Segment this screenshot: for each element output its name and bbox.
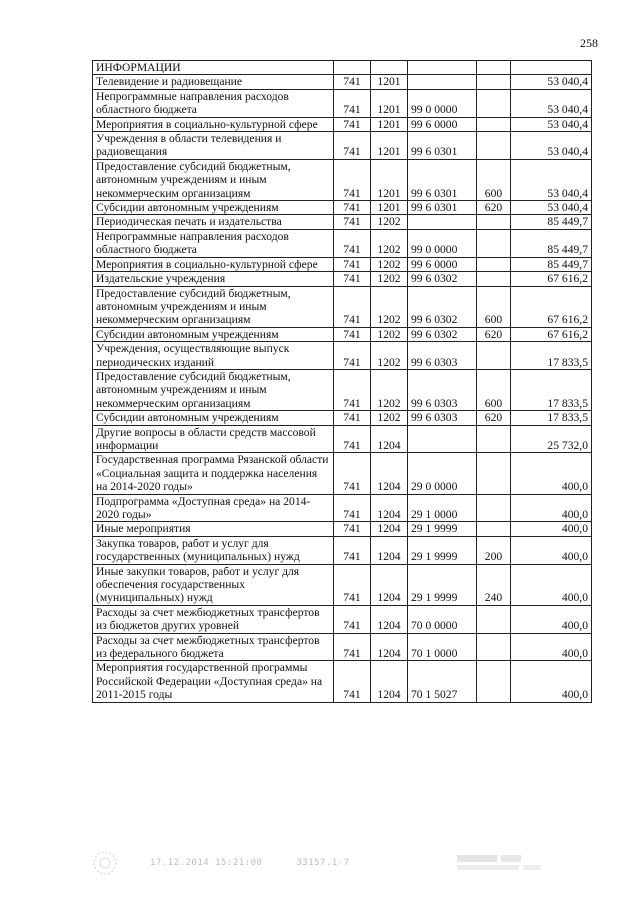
row-target-code: 99 6 0000: [408, 117, 477, 131]
row-target-code: 99 6 0303: [408, 411, 477, 425]
table-row: [93, 494, 592, 522]
row-name: Субсидии автономным учреждениям: [93, 201, 334, 215]
row-ved-code: 741: [334, 522, 371, 536]
row-expense-type: 200: [477, 536, 511, 564]
table-row: [93, 257, 592, 271]
row-section-code: 1204: [371, 494, 408, 522]
row-section-code: 1204: [371, 661, 408, 702]
row-amount: 400,0: [511, 661, 592, 702]
row-amount: 85 449,7: [511, 257, 592, 271]
table-row: [93, 661, 592, 702]
row-amount: 85 449,7: [511, 215, 592, 229]
row-section-code: 1204: [371, 605, 408, 633]
row-section-code: 1204: [371, 564, 408, 605]
row-amount: 17 833,5: [511, 342, 592, 370]
row-expense-type: 600: [477, 369, 511, 410]
table-row: [93, 89, 592, 117]
seal-icon: [92, 850, 118, 876]
row-name: Телевидение и радиовещание: [93, 75, 334, 89]
row-expense-type: [477, 117, 511, 131]
row-target-code: [408, 75, 477, 89]
row-section-code: 1201: [371, 75, 408, 89]
table-row: [93, 327, 592, 341]
row-expense-type: [477, 661, 511, 702]
table-row: [93, 633, 592, 661]
row-target-code: [408, 61, 477, 75]
row-expense-type: 620: [477, 327, 511, 341]
row-target-code: 70 1 0000: [408, 633, 477, 661]
footer: [150, 858, 378, 868]
row-section-code: 1201: [371, 89, 408, 117]
row-ved-code: 741: [334, 257, 371, 271]
row-target-code: [408, 215, 477, 229]
row-name: Предоставление субсидий бюджетным, автономным учреждениям и иным некоммерческим организациям: [93, 286, 334, 327]
row-target-code: 99 6 0301: [408, 159, 477, 200]
row-ved-code: 741: [334, 117, 371, 131]
budget-table: [92, 60, 592, 703]
row-expense-type: [477, 215, 511, 229]
row-ved-code: 741: [334, 272, 371, 286]
row-name: Непрограммные направления расходов областного бюджета: [93, 89, 334, 117]
table-row: [93, 369, 592, 410]
row-ved-code: 741: [334, 661, 371, 702]
row-target-code: 29 1 9999: [408, 564, 477, 605]
row-target-code: 70 1 5027: [408, 661, 477, 702]
row-name: Подпрограмма «Доступная среда» на 2014-2020 годы»: [93, 494, 334, 522]
row-amount: 400,0: [511, 494, 592, 522]
row-section-code: 1204: [371, 522, 408, 536]
row-expense-type: 240: [477, 564, 511, 605]
row-section-code: 1201: [371, 159, 408, 200]
row-section-code: 1204: [371, 633, 408, 661]
row-target-code: 99 0 0000: [408, 229, 477, 257]
row-ved-code: [334, 61, 371, 75]
row-section-code: 1202: [371, 272, 408, 286]
row-expense-type: [477, 522, 511, 536]
row-ved-code: 741: [334, 75, 371, 89]
row-name: Государственная программа Рязанской области «Социальная защита и поддержка населения на 2014-2020 годы»: [93, 453, 334, 494]
row-ved-code: 741: [334, 633, 371, 661]
footer-datetime: 17.12.2014 15:21:00: [150, 858, 263, 868]
row-expense-type: [477, 633, 511, 661]
row-target-code: 29 1 0000: [408, 494, 477, 522]
row-name: Мероприятия в социально-культурной сфере: [93, 117, 334, 131]
row-expense-type: [477, 342, 511, 370]
row-section-code: 1204: [371, 425, 408, 453]
table-row: [93, 215, 592, 229]
table-row: [93, 522, 592, 536]
row-name: Расходы за счет межбюджетных трансфертов из федерального бюджета: [93, 633, 334, 661]
row-amount: 53 040,4: [511, 159, 592, 200]
row-target-code: 99 6 0301: [408, 132, 477, 160]
row-expense-type: 620: [477, 201, 511, 215]
row-ved-code: 741: [334, 215, 371, 229]
table-row: [93, 425, 592, 453]
row-section-code: 1204: [371, 453, 408, 494]
row-name: Предоставление субсидий бюджетным, автономным учреждениям и иным некоммерческим организациям: [93, 369, 334, 410]
row-name: Субсидии автономным учреждениям: [93, 327, 334, 341]
row-section-code: 1201: [371, 201, 408, 215]
row-name: Периодическая печать и издательства: [93, 215, 334, 229]
row-amount: 400,0: [511, 605, 592, 633]
table-row: [93, 286, 592, 327]
row-expense-type: [477, 75, 511, 89]
row-section-code: 1202: [371, 327, 408, 341]
row-section-code: 1202: [371, 257, 408, 271]
row-name: Субсидии автономным учреждениям: [93, 411, 334, 425]
row-section-code: 1201: [371, 132, 408, 160]
table-row: [93, 117, 592, 131]
row-target-code: 99 6 0302: [408, 327, 477, 341]
row-ved-code: 741: [334, 605, 371, 633]
row-target-code: 29 1 9999: [408, 536, 477, 564]
row-expense-type: 600: [477, 286, 511, 327]
row-amount: 53 040,4: [511, 89, 592, 117]
row-name: Непрограммные направления расходов областного бюджета: [93, 229, 334, 257]
row-ved-code: 741: [334, 369, 371, 410]
row-name: Предоставление субсидий бюджетным, автономным учреждениям и иным некоммерческим организациям: [93, 159, 334, 200]
row-expense-type: [477, 272, 511, 286]
row-expense-type: [477, 605, 511, 633]
row-expense-type: 600: [477, 159, 511, 200]
row-expense-type: [477, 132, 511, 160]
row-amount: 53 040,4: [511, 75, 592, 89]
table-row: [93, 61, 592, 75]
row-target-code: 99 6 0301: [408, 201, 477, 215]
row-ved-code: 741: [334, 536, 371, 564]
row-name: Мероприятия в социально-культурной сфере: [93, 257, 334, 271]
row-target-code: 99 0 0000: [408, 89, 477, 117]
row-amount: 53 040,4: [511, 117, 592, 131]
table-row: [93, 159, 592, 200]
row-name: ИНФОРМАЦИИ: [93, 61, 334, 75]
row-section-code: 1204: [371, 536, 408, 564]
row-amount: 25 732,0: [511, 425, 592, 453]
row-target-code: 99 6 0302: [408, 286, 477, 327]
row-name: Издательские учреждения: [93, 272, 334, 286]
row-expense-type: 620: [477, 411, 511, 425]
row-amount: 17 833,5: [511, 411, 592, 425]
row-expense-type: [477, 494, 511, 522]
row-amount: 67 616,2: [511, 327, 592, 341]
row-target-code: 29 0 0000: [408, 453, 477, 494]
table-row: [93, 201, 592, 215]
row-target-code: [408, 425, 477, 453]
row-amount: 17 833,5: [511, 369, 592, 410]
row-section-code: [371, 61, 408, 75]
row-name: Иные закупки товаров, работ и услуг для обеспечения государственных (муниципальных) нужд: [93, 564, 334, 605]
row-section-code: 1202: [371, 411, 408, 425]
row-amount: 53 040,4: [511, 201, 592, 215]
table-row: [93, 453, 592, 494]
table-row: [93, 411, 592, 425]
row-ved-code: 741: [334, 453, 371, 494]
row-amount: 67 616,2: [511, 286, 592, 327]
row-section-code: 1202: [371, 369, 408, 410]
budget-table-body: [93, 61, 592, 703]
row-expense-type: [477, 61, 511, 75]
row-target-code: 99 6 0302: [408, 272, 477, 286]
row-expense-type: [477, 453, 511, 494]
row-ved-code: 741: [334, 159, 371, 200]
row-ved-code: 741: [334, 286, 371, 327]
row-amount: [511, 61, 592, 75]
row-ved-code: 741: [334, 132, 371, 160]
row-section-code: 1202: [371, 286, 408, 327]
row-ved-code: 741: [334, 564, 371, 605]
table-row: [93, 536, 592, 564]
page-number: 258: [580, 36, 598, 50]
row-expense-type: [477, 425, 511, 453]
row-name: Закупка товаров, работ и услуг для государственных (муниципальных) нужд: [93, 536, 334, 564]
row-amount: 400,0: [511, 536, 592, 564]
row-ved-code: 741: [334, 327, 371, 341]
row-target-code: 29 1 9999: [408, 522, 477, 536]
row-name: Учреждения, осуществляющие выпуск периодических изданий: [93, 342, 334, 370]
row-section-code: 1201: [371, 117, 408, 131]
row-name: Другие вопросы в области средств массовой информации: [93, 425, 334, 453]
table-row: [93, 132, 592, 160]
row-target-code: 99 6 0303: [408, 369, 477, 410]
row-expense-type: [477, 257, 511, 271]
stamp-icon: [455, 852, 545, 874]
table-row: [93, 229, 592, 257]
row-ved-code: 741: [334, 411, 371, 425]
row-ved-code: 741: [334, 342, 371, 370]
row-amount: 400,0: [511, 453, 592, 494]
row-section-code: 1202: [371, 342, 408, 370]
row-ved-code: 741: [334, 425, 371, 453]
row-amount: 400,0: [511, 633, 592, 661]
row-name: Расходы за счет межбюджетных трансфертов из бюджетов других уровней: [93, 605, 334, 633]
table-row: [93, 605, 592, 633]
table-row: [93, 564, 592, 605]
row-ved-code: 741: [334, 89, 371, 117]
table-row: [93, 272, 592, 286]
row-amount: 67 616,2: [511, 272, 592, 286]
footer-doc-code: 33157.1-7: [296, 858, 350, 868]
row-name: Мероприятия государственной программы Российской Федерации «Доступная среда» на 2011-2015 годы: [93, 661, 334, 702]
row-ved-code: 741: [334, 494, 371, 522]
row-ved-code: 741: [334, 229, 371, 257]
row-ved-code: 741: [334, 201, 371, 215]
row-section-code: 1202: [371, 229, 408, 257]
row-amount: 85 449,7: [511, 229, 592, 257]
row-amount: 53 040,4: [511, 132, 592, 160]
row-target-code: 99 6 0000: [408, 257, 477, 271]
row-amount: 400,0: [511, 522, 592, 536]
row-target-code: 70 0 0000: [408, 605, 477, 633]
row-name: Иные мероприятия: [93, 522, 334, 536]
row-name: Учреждения в области телевидения и радиовещания: [93, 132, 334, 160]
table-row: [93, 342, 592, 370]
table-row: [93, 75, 592, 89]
row-expense-type: [477, 89, 511, 117]
row-target-code: 99 6 0303: [408, 342, 477, 370]
row-expense-type: [477, 229, 511, 257]
row-section-code: 1202: [371, 215, 408, 229]
row-amount: 400,0: [511, 564, 592, 605]
